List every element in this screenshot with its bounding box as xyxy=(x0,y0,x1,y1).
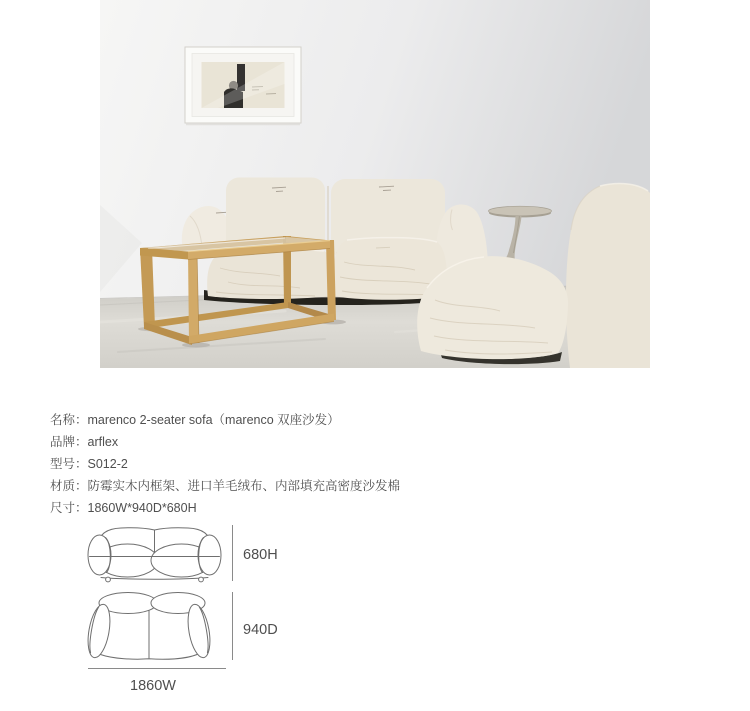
spec-line-material: 材质：防霉实木内框架、进口羊毛绒布、内部填充高密度沙发棉 xyxy=(50,479,401,493)
spec-line-size: 尺寸：1860W*940D*680H xyxy=(50,501,197,515)
lounge-back-cushion xyxy=(566,184,650,368)
width-dimension-label: 1860W xyxy=(130,678,176,694)
dimension-diagram xyxy=(85,519,320,705)
sofa-top-view-drawing xyxy=(85,593,214,660)
product-photo xyxy=(100,0,650,368)
spec-line-model: 型号：S012-2 xyxy=(50,457,128,471)
spec-line-name: 名称：marenco 2-seater sofa（marenco 双座沙发） xyxy=(50,413,340,427)
height-dimension-label: 680H xyxy=(243,547,278,563)
product-specs xyxy=(50,409,400,519)
spec-line-brand: 品牌：arflex xyxy=(50,435,119,449)
side-table-top xyxy=(489,206,552,216)
photo-scene xyxy=(100,0,650,368)
depth-dimension-label: 940D xyxy=(243,622,278,638)
framed-picture xyxy=(185,47,301,125)
sofa-front-view-drawing xyxy=(88,528,221,582)
